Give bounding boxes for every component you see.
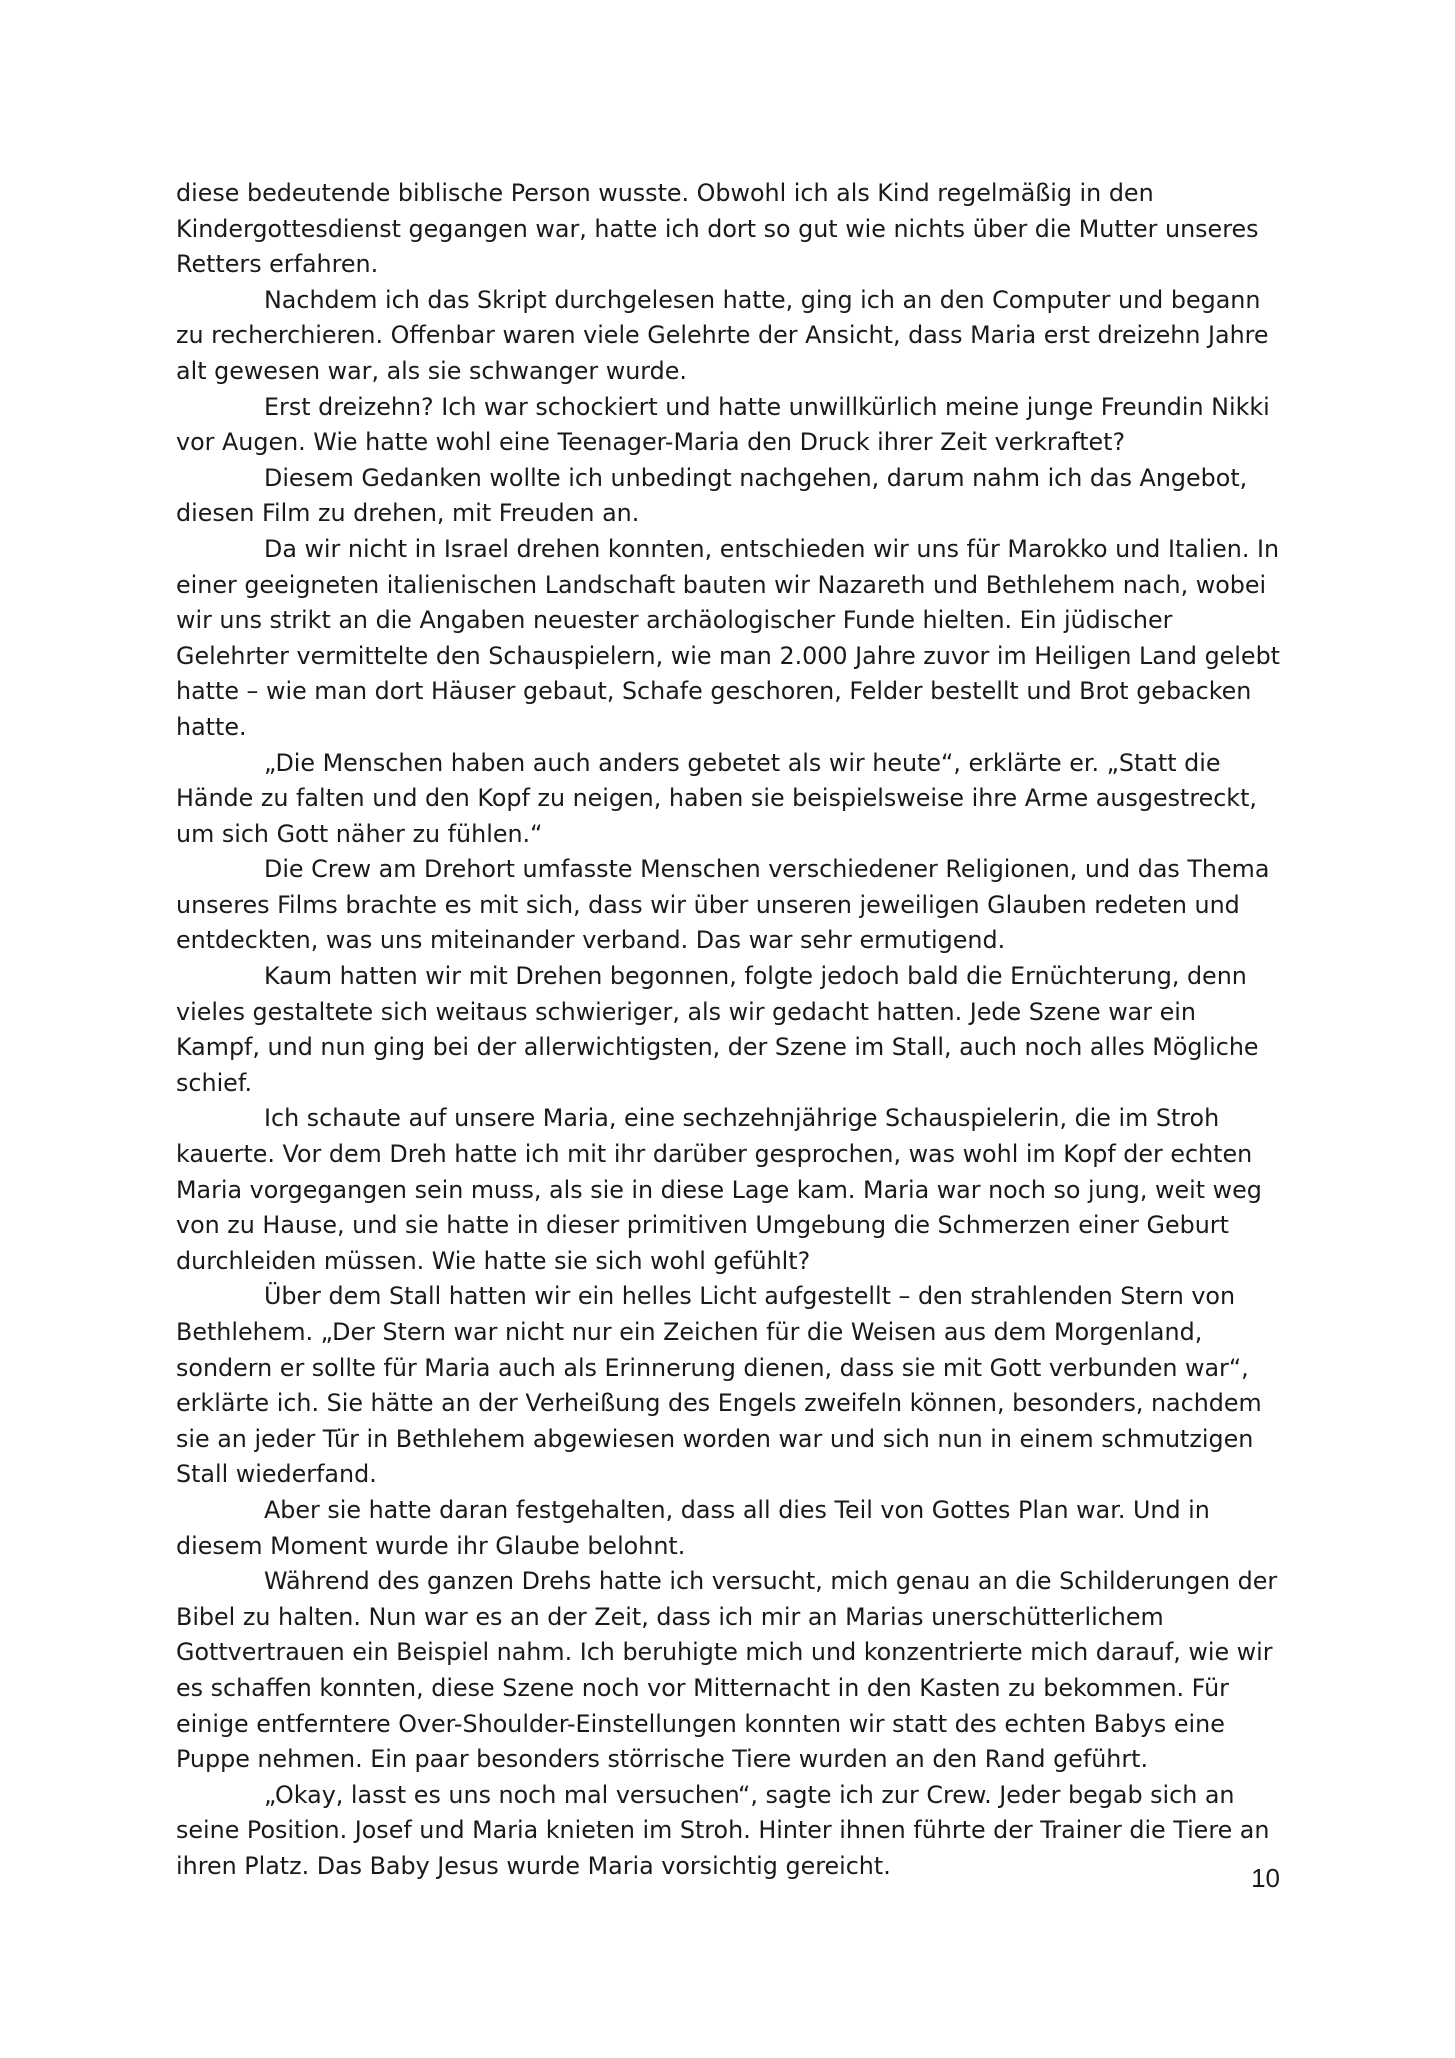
paragraph: diese bedeutende biblische Person wusste. Obwohl ich als Kind regelmäßig in den Kindergottesdienst gegangen war, hatte ich dort so gut wie nichts über die Mutter unseres Retters erfahren. (176, 179, 1259, 279)
paragraph: „Okay, lasst es uns noch mal versuchen“, sagte ich zur Crew. Jeder begab sich an seine Position. Josef und Maria knieten im Stroh. Hinter ihnen führte der Trainer die Tiere an ihren Platz. Das Baby Jesus wurde Maria vorsichtig gereicht. (176, 1780, 1270, 1880)
paragraph: Nachdem ich das Skript durchgelesen hatte, ging ich an den Computer und begann zu recherchieren. Offenbar waren viele Gelehrte der Ansicht, dass Maria erst dreizehn Jahre alt gewesen war, als sie schwanger wurde. (176, 285, 1269, 385)
paragraph: „Die Menschen haben auch anders gebetet als wir heute“, erklärte er. „Statt die Hände zu falten und den Kopf zu neigen, haben sie beispielsweise ihre Arme ausgestreckt, um sich Gott näher zu fühlen.“ (176, 748, 1257, 848)
paragraph: Da wir nicht in Israel drehen konnten, entschieden wir uns für Marokko und Italien. In einer geeigneten italienischen Landschaft bauten wir Nazareth und Bethlehem nach, wobei wir uns strikt an die Angaben neuester archäologischer Funde hielten. Ein jüdischer Gelehrter vermittelte den Schauspielern, wie man 2.000 Jahre zuvor im Heiligen Land gelebt hatte – wie man dort Häuser gebaut, Schafe geschoren, Felder bestellt und Brot gebacken hatte. (176, 534, 1280, 741)
paragraph: Aber sie hatte daran festgehalten, dass all dies Teil von Gottes Plan war. Und in diesem Moment wurde ihr Glaube belohnt. (176, 1495, 1210, 1560)
paragraph: Diesem Gedanken wollte ich unbedingt nachgehen, darum nahm ich das Angebot, diesen Film zu drehen, mit Freuden an. (176, 463, 1248, 528)
paragraph: Erst dreizehn? Ich war schockiert und hatte unwillkürlich meine junge Freundin Nikki vor Augen. Wie hatte wohl eine Teenager-Maria den Druck ihrer Zeit verkraftet? (176, 392, 1270, 457)
paragraph: Ich schaute auf unsere Maria, eine sechzehnjährige Schauspielerin, die im Stroh kauerte. Vor dem Dreh hatte ich mit ihr darüber gesprochen, was wohl im Kopf der echten Maria vorgegangen sein muss, als sie in diese Lage kam. Maria war noch so jung, weit weg von zu Hause, und sie hatte in dieser primitiven Umgebung die Schmerzen einer Geburt durchleiden müssen. Wie hatte sie sich wohl gefühlt? (176, 1104, 1262, 1275)
paragraph: Über dem Stall hatten wir ein helles Licht aufgestellt – den strahlenden Stern von Bethlehem. „Der Stern war nicht nur ein Zeichen für die Weisen aus dem Morgenland, sondern er sollte für Maria auch als Erinnerung dienen, dass sie mit Gott verbunden war“, erklärte ich. Sie hätte an der Verheißung des Engels zweifeln können, besonders, nachdem sie an jeder Tür in Bethlehem abgewiesen worden war und sich nun in einem schmutzigen Stall wiederfand. (176, 1282, 1262, 1489)
body-text (176, 176, 1280, 1885)
paragraph: Die Crew am Drehort umfasste Menschen verschiedener Religionen, und das Thema unseres Films brachte es mit sich, dass wir über unseren jeweiligen Glauben redeten und entdeckten, was uns miteinander verband. Das war sehr ermutigend. (176, 855, 1270, 955)
paragraph: Während des ganzen Drehs hatte ich versucht, mich genau an die Schilderungen der Bibel zu halten. Nun war es an der Zeit, dass ich mir an Marias unerschütterlichem Gottvertrauen ein Beispiel nahm. Ich beruhigte mich und konzentrierte mich darauf, wie wir es schaffen konnten, diese Szene noch vor Mitternacht in den Kasten zu bekommen. Für einige entferntere Over-Shoulder-Einstellungen konnten wir statt des echten Babys eine Puppe nehmen. Ein paar besonders störrische Tiere wurden an den Rand geführt. (176, 1567, 1278, 1774)
page-number: 10 (1251, 1863, 1280, 1893)
paragraph: Kaum hatten wir mit Drehen begonnen, folgte jedoch bald die Ernüchterung, denn vieles gestaltete sich weitaus schwieriger, als wir gedacht hatten. Jede Szene war ein Kampf, und nun ging bei der allerwichtigsten, der Szene im Stall, auch noch alles Mögliche schief. (176, 962, 1259, 1097)
